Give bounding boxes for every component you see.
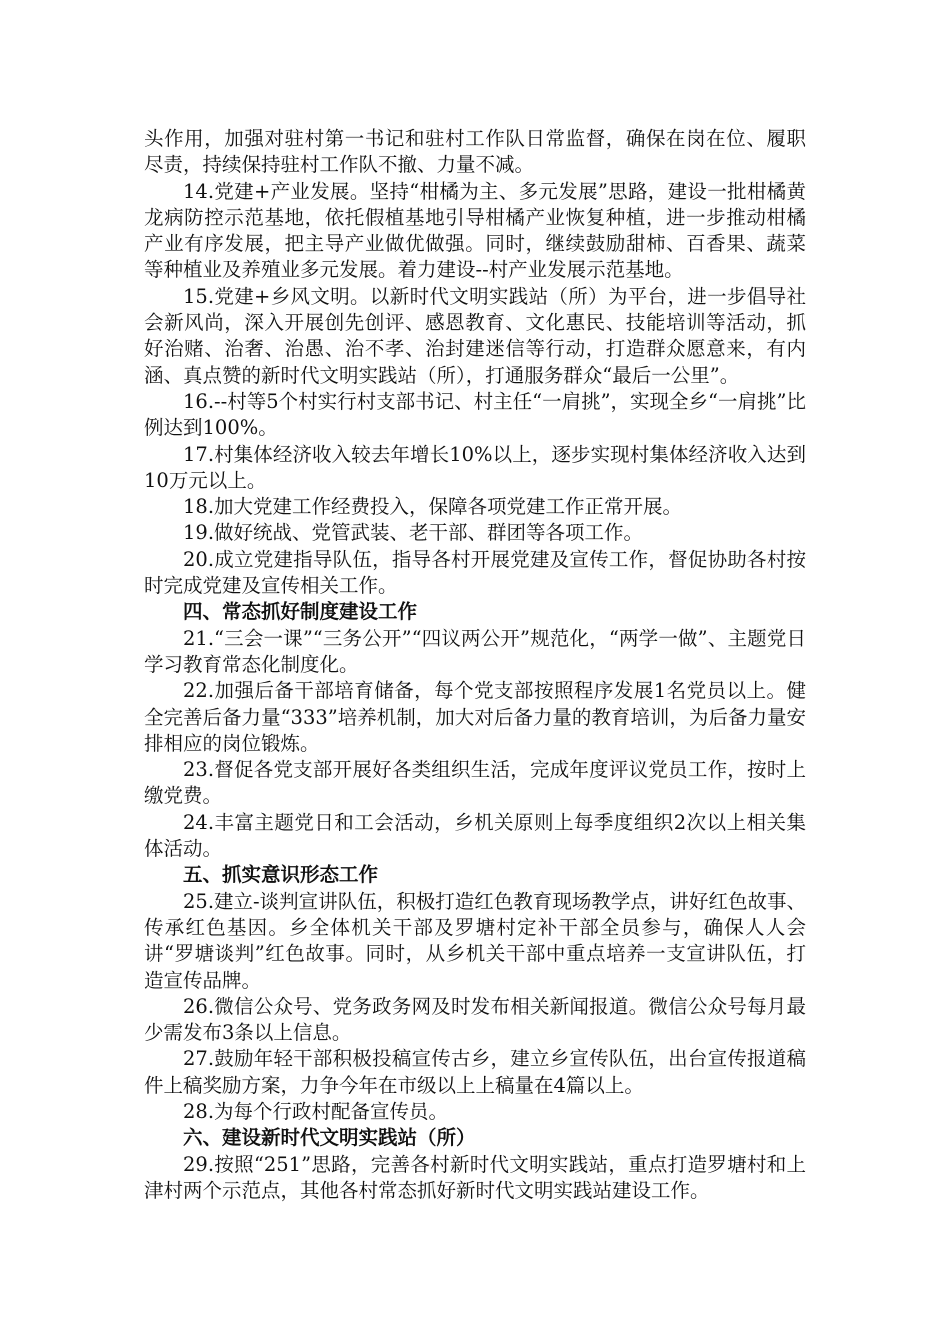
- paragraph-item-22: 22.加强后备干部培育储备，每个党支部按照程序发展1名党员以上。健全完善后备力量“333”培养机制，加大对后备力量的教育培训，为后备力量安排相应的岗位锻炼。: [144, 679, 806, 755]
- paragraph-continuation: 头作用，加强对驻村第一书记和驻村工作队日常监督，确保在岗在位、履职尽责，持续保持驻村工作队不撤、力量不减。: [144, 127, 806, 177]
- section-heading-6: 六、建设新时代文明实践站（所）: [183, 1126, 476, 1150]
- paragraph-item-24: 24.丰富主题党日和工会活动，乡机关原则上每季度组织2次以上相关集体活动。: [144, 810, 806, 861]
- section-heading-5: 五、抓实意识形态工作: [183, 863, 379, 887]
- paragraph-item-25: 25.建立-谈判宣讲队伍，积极打造红色教育现场教学点，讲好红色故事、传承红色基因。乡全体机关干部及罗塘村定补干部全员参与，确保人人会讲“罗塘谈判”红色故事。同时，从乡机关干部中重点培养一支宣讲队伍，打造宣传品牌。: [144, 889, 806, 992]
- paragraph-item-28: 28.为每个行政村配备宣传员。: [183, 1099, 449, 1123]
- paragraph-item-23: 23.督促各党支部开展好各类组织生活，完成年度评议党员工作，按时上缴党费。: [144, 758, 806, 808]
- paragraph-item-20: 20.成立党建指导队伍，指导各村开展党建及宣传工作，督促协助各村按时完成党建及宣传相关工作。: [144, 547, 806, 598]
- paragraph-item-14: 14.党建+产业发展。坚持“柑橘为主、多元发展”思路，建设一批柑橘黄龙病防控示范基地，依托假植基地引导柑橘产业恢复种植，进一步推动柑橘产业有序发展，把主导产业做优做强。同时，继续鼓励甜柿、百香果、蔬菜等种植业及养殖业多元发展。着力建设--村产业发展示范基地。: [144, 179, 806, 282]
- paragraph-item-19: 19.做好统战、党管武装、老干部、群团等各项工作。: [183, 521, 644, 545]
- paragraph-item-15: 15.党建+乡风文明。以新时代文明实践站（所）为平台，进一步倡导社会新风尚，深入开展创先创评、感恩教育、文化惠民、技能培训等活动，抓好治赌、治奢、治愚、治不孝、治封建迷信等行动，打造群众愿意来，有内涵、真点赞的新时代文明实践站（所），打通服务群众“最后一公里”。: [144, 284, 806, 387]
- paragraph-item-21: 21.“三会一课”“三务公开”“四议两公开”规范化，“两学一做”、主题党日学习教育常态化制度化。: [144, 626, 806, 676]
- paragraph-item-27: 27.鼓励年轻干部积极投稿宣传古乡，建立乡宣传队伍，出台宣传报道稿件上稿奖励方案，力争今年在市级以上上稿量在4篇以上。: [144, 1047, 806, 1097]
- section-heading-4: 四、常态抓好制度建设工作: [183, 600, 418, 624]
- paragraph-item-26: 26.微信公众号、党务政务网及时发布相关新闻报道。微信公众号每月最少需发布3条以上信息。: [144, 994, 806, 1045]
- paragraph-item-17: 17.村集体经济收入较去年增长10%以上，逐步实现村集体经济收入达到10万元以上。: [144, 442, 806, 492]
- paragraph-item-16: 16.--村等5个村实行村支部书记、村主任“一肩挑”，实现全乡“一肩挑”比例达到100%。: [144, 389, 806, 440]
- paragraph-item-29: 29.按照“251”思路，完善各村新时代文明实践站，重点打造罗塘村和上津村两个示范点，其他各村常态抓好新时代文明实践站建设工作。: [144, 1152, 806, 1202]
- document-body: [144, 126, 806, 1204]
- paragraph-item-18: 18.加大党建工作经费投入，保障各项党建工作正常开展。: [183, 495, 683, 519]
